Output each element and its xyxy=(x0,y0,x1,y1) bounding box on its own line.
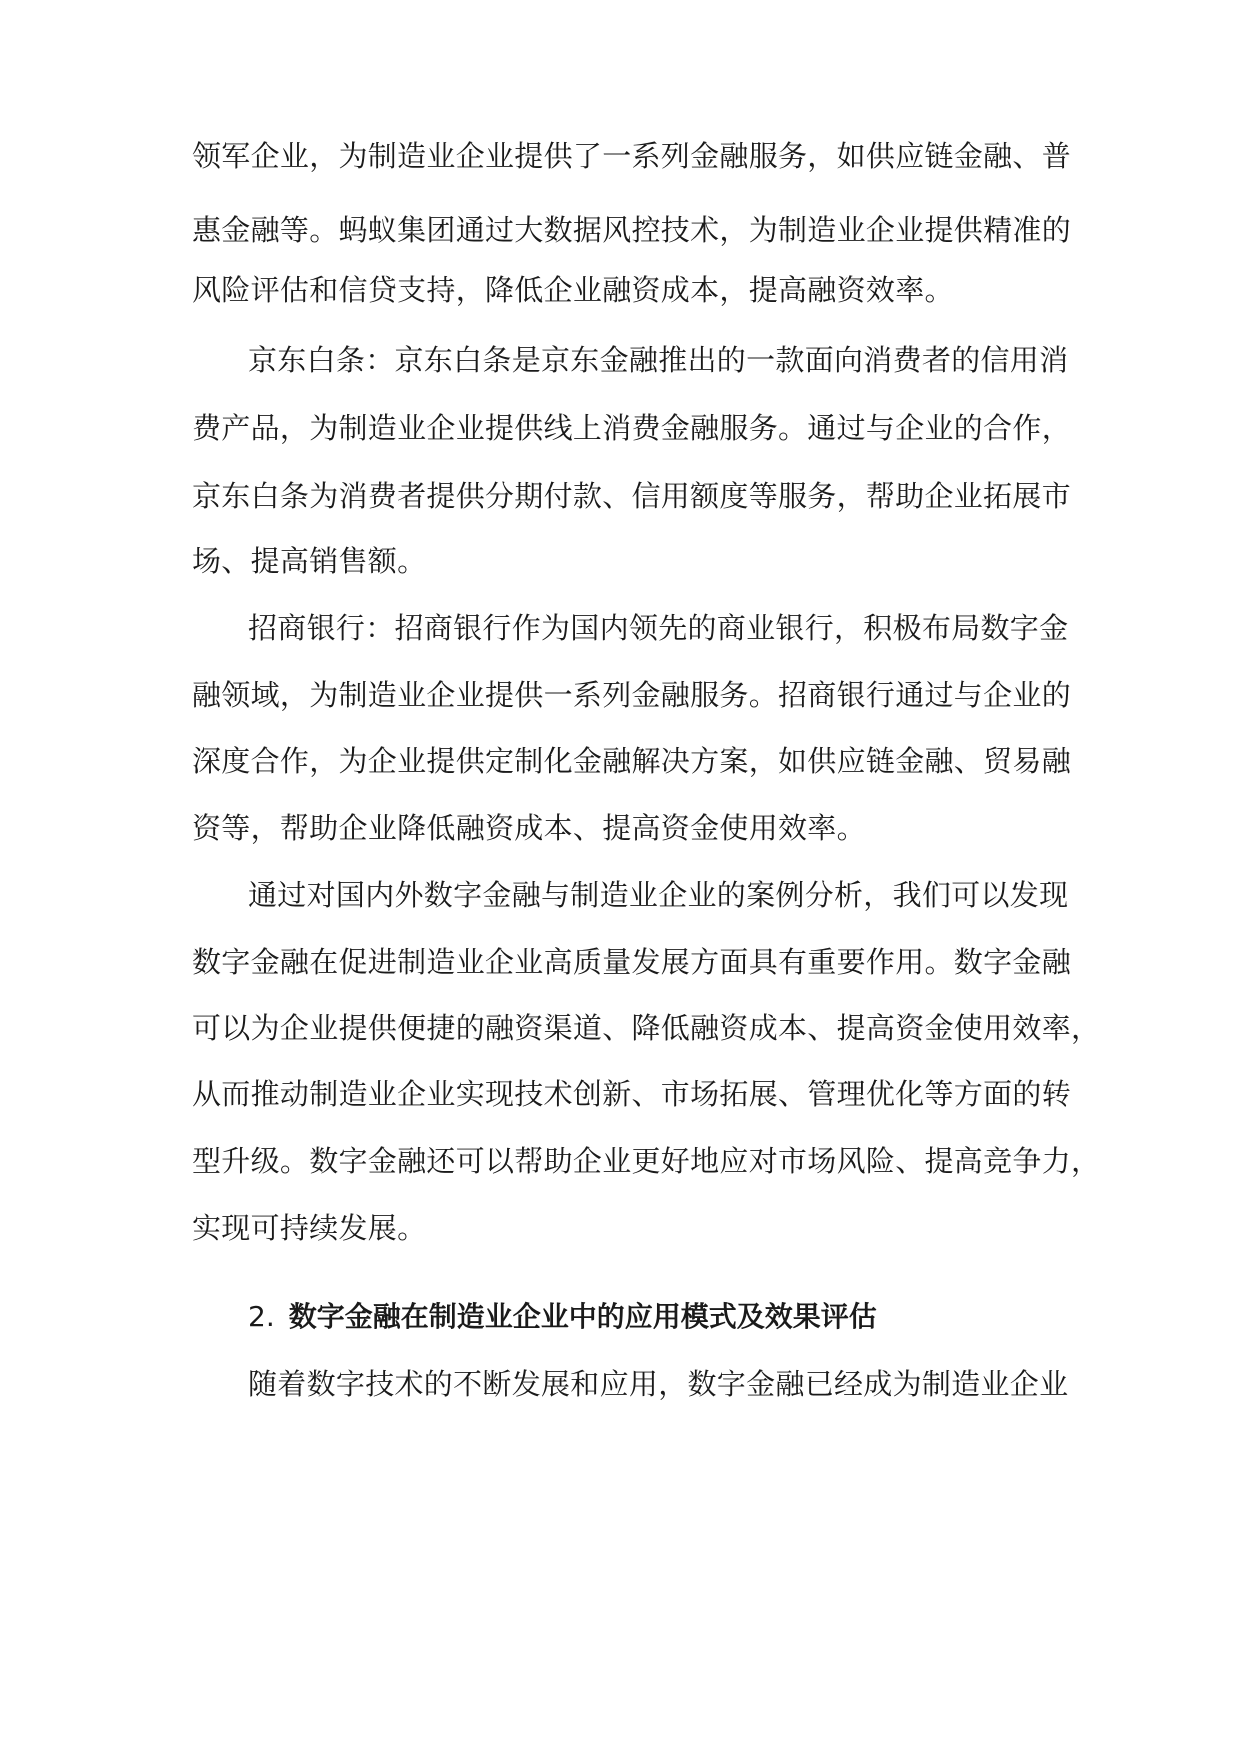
section-number: 2. xyxy=(248,1300,275,1333)
paragraph-line: 随着数字技术的不断发展和应用，数字金融已经成为制造业企业 xyxy=(248,1367,1069,1401)
paragraph-line: 从而推动制造业企业实现技术创新、市场拓展、管理优化等方面的转 xyxy=(192,1077,1072,1111)
paragraph-line: 京东白条为消费者提供分期付款、信用额度等服务，帮助企业拓展市 xyxy=(192,479,1072,513)
section-heading xyxy=(248,1297,877,1337)
paragraph-line: 领军企业，为制造业企业提供了一系列金融服务，如供应链金融、普 xyxy=(192,139,1072,173)
paragraph-line: 费产品，为制造业企业提供线上消费金融服务。通过与企业的合作， xyxy=(192,411,1072,445)
paragraph-line: 场、提高销售额。 xyxy=(192,544,427,578)
paragraph-line: 数字金融在促进制造业企业高质量发展方面具有重要作用。数字金融 xyxy=(192,945,1072,979)
section-title: 数字金融在制造业企业中的应用模式及效果评估 xyxy=(288,1300,877,1333)
paragraph-line: 风险评估和信贷支持，降低企业融资成本，提高融资效率。 xyxy=(192,273,954,307)
paragraph-line: 实现可持续发展。 xyxy=(192,1211,427,1245)
paragraph-line: 型升级。数字金融还可以帮助企业更好地应对市场风险、提高竞争力， xyxy=(192,1144,1101,1178)
paragraph-line: 融领域，为制造业企业提供一系列金融服务。招商银行通过与企业的 xyxy=(192,678,1072,712)
paragraph-line: 可以为企业提供便捷的融资渠道、降低融资成本、提高资金使用效率， xyxy=(192,1011,1101,1045)
paragraph-line: 惠金融等。蚂蚁集团通过大数据风控技术，为制造业企业提供精准的 xyxy=(192,213,1072,247)
paragraph-line: 通过对国内外数字金融与制造业企业的案例分析，我们可以发现 xyxy=(248,878,1069,912)
paragraph-line: 资等，帮助企业降低融资成本、提高资金使用效率。 xyxy=(192,811,866,845)
paragraph-line: 京东白条：京东白条是京东金融推出的一款面向消费者的信用消 xyxy=(248,343,1069,377)
paragraph-line: 深度合作，为企业提供定制化金融解决方案，如供应链金融、贸易融 xyxy=(192,744,1072,778)
paragraph-line: 招商银行：招商银行作为国内领先的商业银行，积极布局数字金 xyxy=(248,611,1069,645)
